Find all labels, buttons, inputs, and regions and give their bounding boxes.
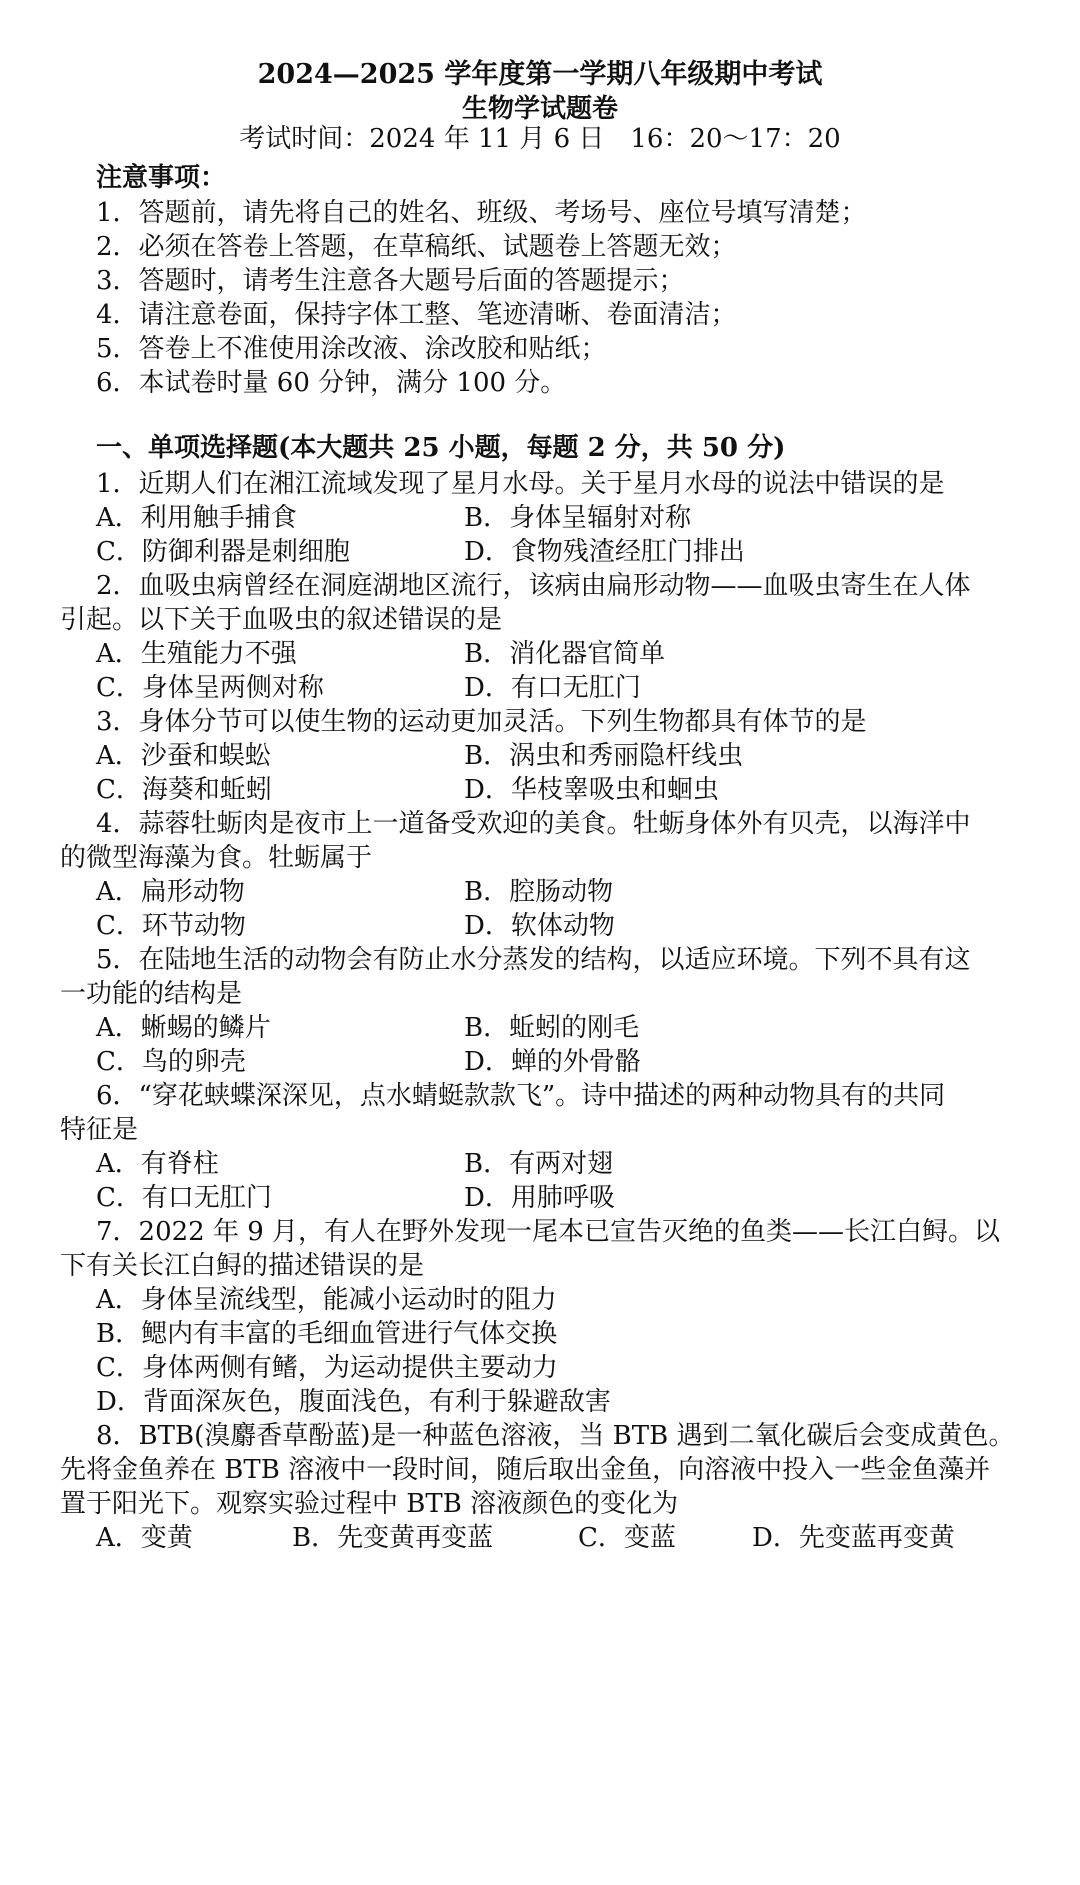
option-a: A．沙蚕和蜈蚣 [96,741,271,771]
option-c: C．海葵和蚯蚓 [96,775,272,805]
question-stem: 6．“穿花蛱蝶深深见，点水蜻蜓款款飞”。诗中描述的两种动物具有的共同 [96,1081,946,1111]
option-b: B．先变黄再变蓝 [292,1523,494,1553]
question-stem: 4．蒜蓉牡蛎肉是夜市上一道备受欢迎的美食。牡蛎身体外有贝壳，以海洋中 [96,809,971,839]
option-a: A．身体呈流线型，能减小运动时的阻力 [96,1285,557,1315]
option-c: C．有口无肛门 [96,1183,272,1213]
option-d: D．食物残渣经肛门排出 [464,537,745,567]
option-b: B．鳃内有丰富的毛细血管进行气体交换 [96,1319,558,1349]
question-stem: 置于阳光下。观察实验过程中 BTB 溶液颜色的变化为 [60,1489,679,1519]
option-a: A．扁形动物 [96,877,245,907]
exam-subtitle: 生物学试题卷 [461,94,618,124]
option-c: C．环节动物 [96,911,246,941]
option-b: B．腔肠动物 [464,877,614,907]
option-b: B．涡虫和秀丽隐杆线虫 [464,741,744,771]
option-a: A．蜥蜴的鳞片 [96,1013,271,1043]
option-a: A．利用触手捕食 [96,503,297,533]
notice-item: 3．答题时，请考生注意各大题号后面的答题提示； [96,266,685,296]
section-heading: 一、单项选择题(本大题共 25 小题，每题 2 分，共 50 分) [96,433,786,463]
question-stem: 引起。以下关于血吸虫的叙述错误的是 [60,605,503,635]
option-d: D．华枝睾吸虫和蛔虫 [464,775,719,805]
notice-item: 1．答题前，请先将自己的姓名、班级、考场号、座位号填写清楚； [96,198,867,228]
option-b: B．蚯蚓的刚毛 [464,1013,640,1043]
option-d: D．软体动物 [464,911,615,941]
option-a: A．变黄 [96,1523,193,1553]
question-stem: 1．近期人们在湘江流域发现了星月水母。关于星月水母的说法中错误的是 [96,469,945,499]
notice-item: 2．必须在答卷上答题，在草稿纸、试题卷上答题无效； [96,232,737,262]
question-stem: 下有关长江白鲟的描述错误的是 [60,1251,425,1281]
option-b: B．身体呈辐射对称 [464,503,692,533]
option-c: C．身体呈两侧对称 [96,673,324,703]
question-stem: 先将金鱼养在 BTB 溶液中一段时间，随后取出金鱼，向溶液中投入一些金鱼藻并 [60,1455,991,1485]
option-c: C．防御利器是刺细胞 [96,537,350,567]
option-d: D．用肺呼吸 [464,1183,615,1213]
option-d: D．背面深灰色，腹面浅色，有利于躲避敌害 [96,1387,611,1417]
question-stem: 2．血吸虫病曾经在洞庭湖地区流行，该病由扁形动物——血吸虫寄生在人体 [96,571,971,601]
option-b: B．消化器官简单 [464,639,666,669]
question-stem: 7．2022 年 9 月，有人在野外发现一尾本已宣告灭绝的鱼类——长江白鲟。以 [96,1217,1001,1247]
option-d: D．有口无肛门 [464,673,641,703]
exam-title: 2024—2025 学年度第一学期八年级期中考试 [257,59,823,90]
question-stem: 特征是 [60,1115,139,1145]
question-stem: 8．BTB(溴麝香草酚蓝)是一种蓝色溶液，当 BTB 遇到二氧化碳后会变成黄色。 [96,1421,1015,1451]
question-stem: 5．在陆地生活的动物会有防止水分蒸发的结构，以适应环境。下列不具有这 [96,945,971,975]
option-d: D．蝉的外骨骼 [464,1047,641,1077]
option-c: C．变蓝 [578,1523,676,1553]
option-c: C．鸟的卵壳 [96,1047,246,1077]
option-a: A．有脊柱 [96,1149,219,1179]
option-a: A．生殖能力不强 [96,639,297,669]
option-b: B．有两对翅 [464,1149,614,1179]
question-stem: 一功能的结构是 [60,979,243,1009]
notice-item: 4．请注意卷面，保持字体工整、笔迹清晰、卷面清洁； [96,300,737,330]
question-stem: 的微型海藻为食。牡蛎属于 [60,843,373,873]
notice-item: 6．本试卷时量 60 分钟，满分 100 分。 [96,368,567,398]
notice-item: 5．答卷上不准使用涂改液、涂改胶和贴纸； [96,334,607,364]
exam-time: 考试时间：2024 年 11 月 6 日 16：20～17：20 [239,124,841,154]
question-stem: 3．身体分节可以使生物的运动更加灵活。下列生物都具有体节的是 [96,707,867,737]
option-d: D．先变蓝再变黄 [752,1523,955,1553]
notice-heading: 注意事项： [96,163,227,193]
option-c: C．身体两侧有鳍，为运动提供主要动力 [96,1353,558,1383]
